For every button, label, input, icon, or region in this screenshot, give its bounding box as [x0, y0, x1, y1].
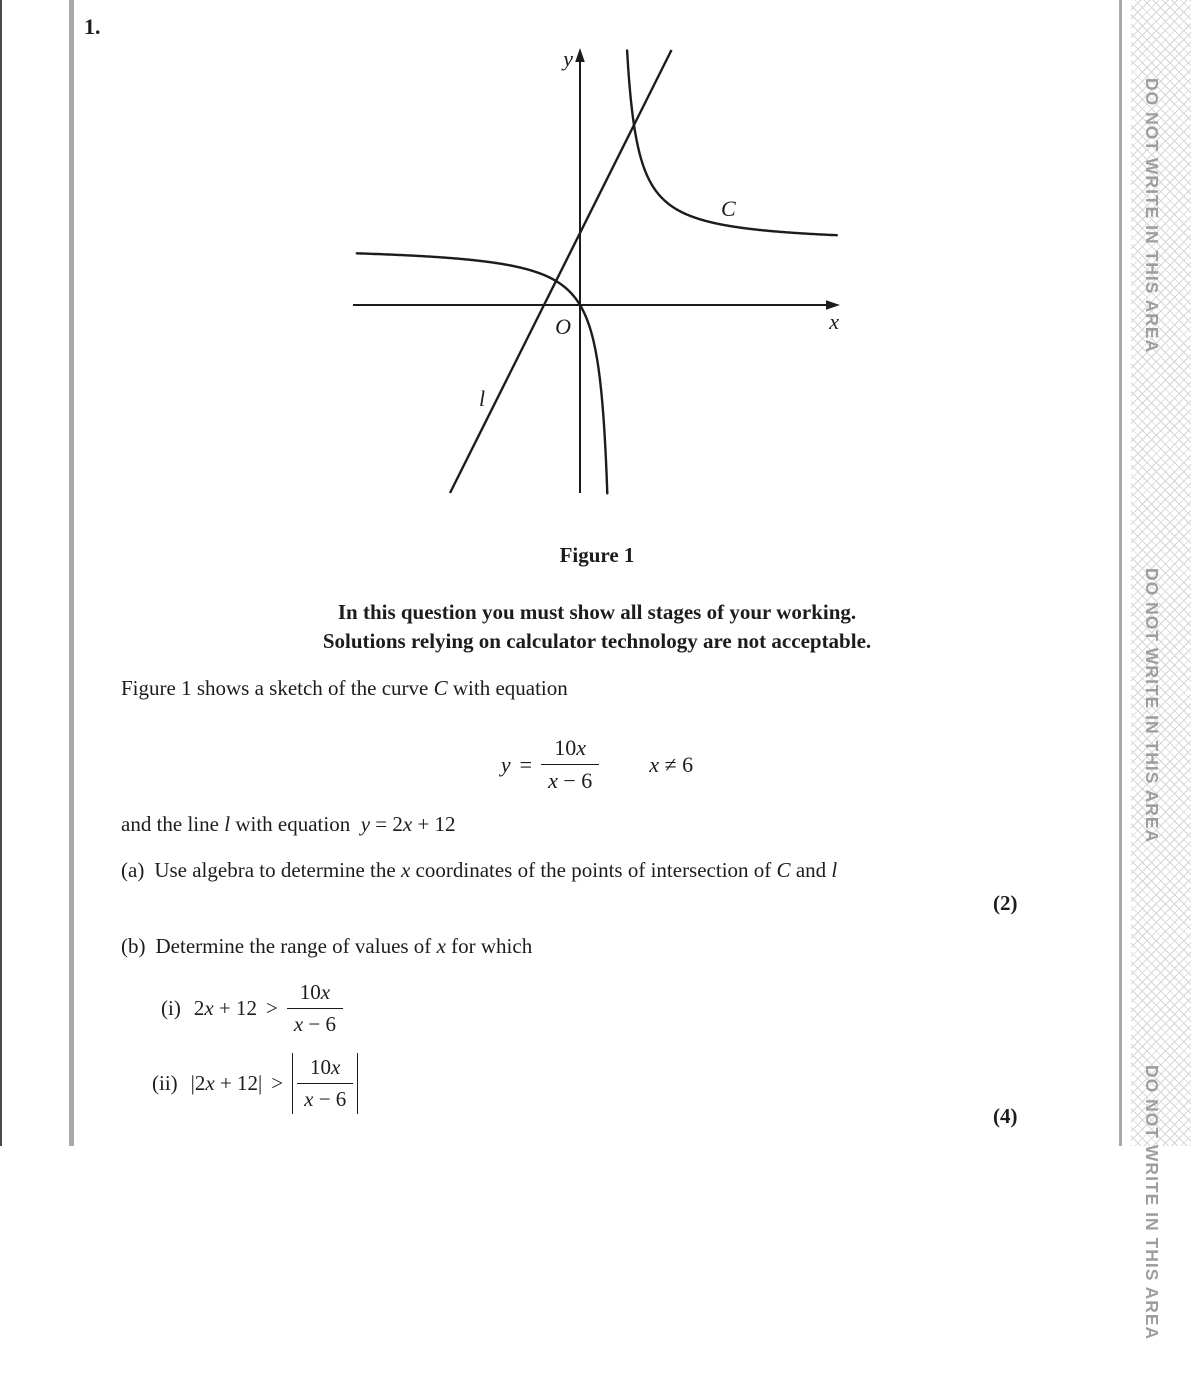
part-a-label: (a) — [121, 858, 145, 882]
part-a-marks: (2) — [993, 891, 1018, 915]
x-variable: x — [400, 858, 411, 882]
do-not-write-text: DO NOT WRITE IN THIS AREA — [1142, 78, 1162, 354]
fraction-denominator — [541, 765, 599, 794]
part-a-text — [154, 858, 837, 883]
denominator-variable: x — [304, 1087, 314, 1111]
graph-svg — [340, 35, 860, 500]
x-axis-label: x — [829, 309, 839, 334]
minus-sign: − — [308, 1012, 321, 1036]
lhs-abs-open: |2 — [190, 1071, 206, 1095]
left-margin-bar — [69, 0, 74, 1146]
line-eq-text: = 2 — [370, 812, 403, 836]
equation-lhs: y — [500, 751, 511, 777]
line-definition — [121, 812, 456, 837]
origin-label: O — [555, 314, 571, 339]
part-b-text — [156, 934, 533, 959]
y-axis-label: y — [563, 46, 573, 71]
inequality-i-label: (i) — [161, 996, 181, 1020]
curve-name: C — [776, 858, 791, 882]
part-b-marks: (4) — [993, 1104, 1018, 1128]
intro-text: Figure 1 shows a sketch of the curve — [121, 676, 434, 700]
greater-than-sign: > — [266, 996, 278, 1020]
denominator-variable: x — [293, 1012, 304, 1036]
fraction — [297, 1055, 353, 1112]
line-l-plot — [450, 50, 672, 493]
absolute-value-bars — [292, 1053, 358, 1114]
fraction-denominator — [287, 1009, 343, 1037]
lhs-coefficient: 2 — [193, 996, 205, 1020]
inequality-i-lhs — [194, 996, 257, 1021]
denominator-variable: x — [548, 768, 558, 793]
numerator-variable: x — [320, 980, 331, 1004]
intro-text: with equation — [447, 676, 568, 700]
part-b-run: Determine the range of values of — [155, 934, 437, 958]
x-variable: x — [204, 996, 214, 1020]
page-left-edge-line — [0, 0, 2, 1146]
do-not-write-text: DO NOT WRITE IN THIS AREA — [1142, 1065, 1162, 1341]
fraction-denominator — [297, 1084, 353, 1112]
line-eq-text: + 12 — [412, 812, 456, 836]
intro-sentence — [121, 676, 568, 701]
figure-1-graph — [340, 35, 860, 500]
part-a-run: and — [790, 858, 832, 882]
x-variable: x — [436, 934, 446, 958]
line-eq-y: y — [360, 812, 371, 836]
condition-variable: x — [649, 751, 660, 777]
condition-constant: 6 — [682, 751, 694, 777]
x-variable: x — [205, 1071, 215, 1095]
part-a-run: Use algebra to determine the — [154, 858, 401, 882]
curve-c-label: C — [721, 196, 736, 221]
curve-name: C — [433, 676, 448, 700]
do-not-write-margin — [1131, 0, 1191, 1341]
minus-sign: − — [563, 768, 576, 793]
instruction-line-2: Solutions relying on calculator technology are not acceptable. — [322, 629, 872, 653]
fraction-numerator — [297, 1055, 353, 1084]
fraction-numerator — [541, 735, 599, 765]
line-eq-x: x — [402, 812, 413, 836]
domain-condition — [649, 752, 693, 778]
do-not-write-text: DO NOT WRITE IN THIS AREA — [1142, 568, 1162, 844]
part-b — [121, 934, 532, 959]
inequality-i — [161, 980, 343, 1037]
inequality-ii — [152, 1053, 358, 1114]
line-name: l — [831, 858, 838, 882]
figure-caption: Figure 1 — [559, 543, 635, 567]
part-a — [121, 858, 837, 883]
part-b-label: (b) — [121, 934, 146, 958]
fraction — [541, 735, 599, 794]
lhs-abs-close: + 12| — [214, 1071, 263, 1095]
inequality-ii-lhs — [191, 1071, 263, 1096]
fraction-numerator — [287, 980, 343, 1009]
line-def-text: and the line — [121, 812, 225, 836]
denominator-constant: 6 — [335, 1087, 347, 1111]
part-a-run: coordinates of the points of intersection of — [410, 858, 777, 882]
equals-sign: = — [519, 751, 533, 777]
numerator-variable: x — [576, 735, 587, 760]
y-axis-arrow-icon — [575, 48, 585, 62]
inequality-ii-label: (ii) — [152, 1071, 178, 1095]
line-name: l — [224, 812, 231, 836]
numerator-coefficient: 10 — [310, 1055, 332, 1079]
lhs-text: + 12 — [213, 996, 257, 1020]
content-right-border-line — [1119, 0, 1122, 1146]
curve-c-plot — [357, 50, 837, 493]
part-b-run: for which — [445, 934, 533, 958]
numerator-variable: x — [331, 1055, 341, 1079]
curve-equation — [74, 735, 1120, 794]
line-l-label: l — [479, 386, 486, 411]
line-def-text: with equation — [230, 812, 356, 836]
greater-than-sign: > — [271, 1071, 284, 1095]
denominator-constant: 6 — [325, 1012, 337, 1036]
numerator-coefficient: 10 — [554, 735, 577, 760]
minus-sign: − — [318, 1087, 331, 1111]
numerator-coefficient: 10 — [299, 980, 321, 1004]
denominator-constant: 6 — [581, 768, 593, 793]
instruction-line-1: In this question you must show all stages of your working. — [337, 600, 857, 624]
fraction — [287, 980, 343, 1037]
question-number: 1. — [84, 14, 101, 39]
not-equal-sign: ≠ — [664, 751, 677, 777]
